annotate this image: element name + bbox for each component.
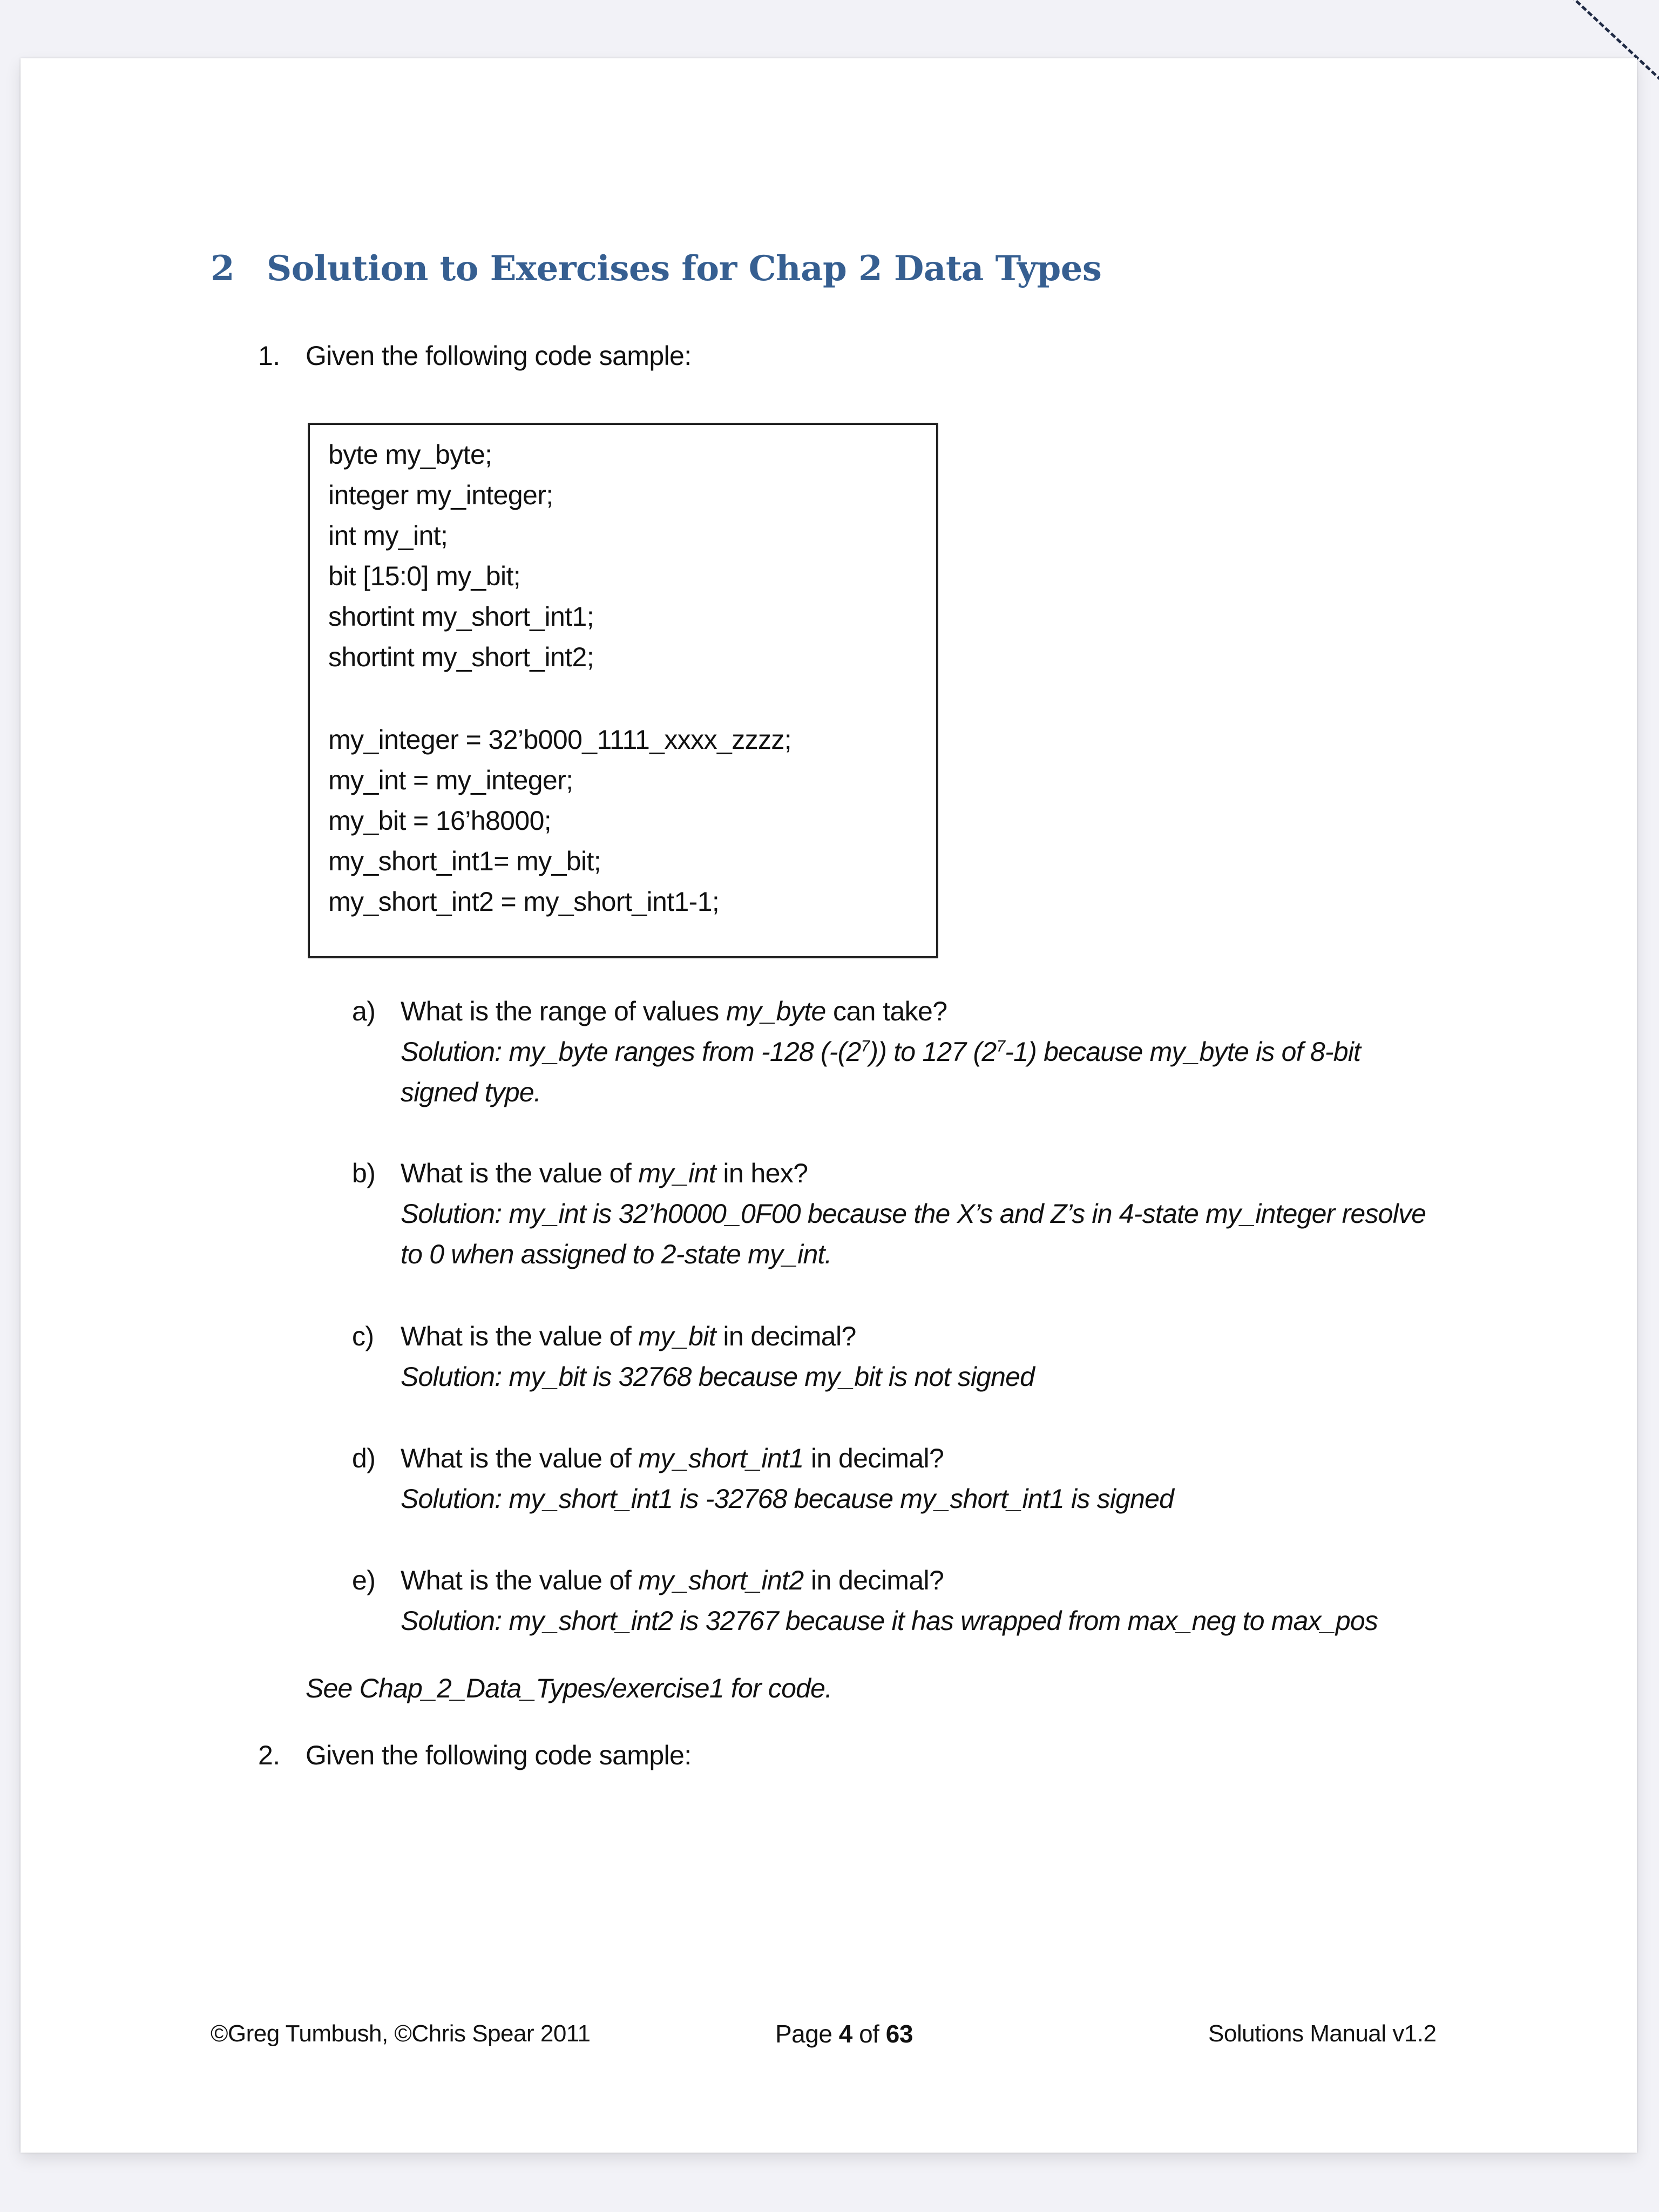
section-heading [211,248,1101,289]
code-line: shortint my_short_int2; [328,642,594,672]
solution-d-line-1: Solution: my_short_int1 is -32768 because my_short_int1 is signed [401,1484,1174,1514]
exercise-2-intro [258,1740,692,1771]
code-line: my_bit = 16’h8000; [328,806,552,836]
code-line: integer my_integer; [328,480,553,510]
code-line: byte my_byte; [328,439,492,470]
question-a-label: a) [352,996,376,1026]
page-total: 63 [885,2020,913,2048]
section-number: 2 [211,248,235,289]
solution-b-line-2: to 0 when assigned to 2-state my_int. [401,1239,832,1269]
question-b-label: b) [352,1158,376,1188]
code-line: int my_int; [328,520,448,551]
question-e-label: e) [352,1565,376,1595]
section-title: Solution to Exercises for Chap 2 Data Types [267,248,1102,289]
question-a [401,996,947,1027]
code-line: bit [15:0] my_bit; [328,561,521,591]
superscript-exponent: 7 [861,1037,870,1056]
exercise-1-text: Given the following code sample: [306,341,692,371]
question-text: in hex? [716,1158,808,1188]
solution-a-line-2: signed type. [401,1077,541,1107]
exercise-2-number: 2. [258,1740,280,1770]
page-of: of [852,2020,886,2048]
solution-e-line-1: Solution: my_short_int2 is 32767 because it has wrapped from max_neg to max_pos [401,1606,1378,1636]
footer-page-number [775,2019,913,2048]
question-text: in decimal? [716,1321,856,1351]
question-d-label: d) [352,1443,376,1473]
question-c-label: c) [352,1321,374,1351]
code-line: my_integer = 32’b000_1111_xxxx_zzzz; [328,725,792,755]
question-b [401,1158,808,1189]
question-variable: my_short_int1 [638,1443,804,1473]
question-c [401,1321,856,1352]
footer-manual-version: Solutions Manual v1.2 [1208,2020,1437,2047]
page-current: 4 [838,2020,852,2048]
question-d [401,1443,944,1474]
footer-copyright: ©Greg Tumbush, ©Chris Spear 2011 [211,2020,591,2047]
question-variable: my_int [638,1158,716,1188]
code-line: shortint my_short_int1; [328,601,594,632]
question-text: in decimal? [803,1565,944,1595]
question-text: What is the value of [401,1443,639,1473]
code-line: my_short_int2 = my_short_int1-1; [328,887,720,917]
solution-a-line-1 [401,1036,1360,1067]
exercise-2-text: Given the following code sample: [306,1740,692,1770]
question-text: What is the range of values [401,996,726,1026]
page-prefix: Page [775,2020,839,2048]
solution-c-line-1: Solution: my_bit is 32768 because my_bit is not signed [401,1362,1035,1392]
question-text: What is the value of [401,1565,639,1595]
document-page [21,58,1637,2153]
superscript-exponent: 7 [996,1037,1005,1056]
solution-text: )) to 127 (2 [869,1037,997,1067]
solution-b-line-1: Solution: my_int is 32’h0000_0F00 because the X’s and Z’s in 4-state my_integer resolve [401,1199,1426,1229]
question-text: in decimal? [803,1443,944,1473]
question-variable: my_bit [638,1321,716,1351]
question-text: What is the value of [401,1321,639,1351]
code-line: my_int = my_integer; [328,765,573,795]
exercise-1-intro [258,340,692,371]
exercise-1-number: 1. [258,341,280,371]
solution-text: Solution: my_byte ranges from -128 (-(2 [401,1037,861,1067]
question-text: What is the value of [401,1158,639,1188]
see-code-note: See Chap_2_Data_Types/exercise1 for code. [306,1673,832,1703]
code-sample-box [308,423,938,958]
solution-text: -1) because my_byte is of 8-bit [1005,1037,1361,1067]
question-variable: my_short_int2 [638,1565,804,1595]
code-line: my_short_int1= my_bit; [328,846,601,876]
question-e [401,1565,944,1596]
question-text: can take? [825,996,947,1026]
question-variable: my_byte [726,996,826,1026]
